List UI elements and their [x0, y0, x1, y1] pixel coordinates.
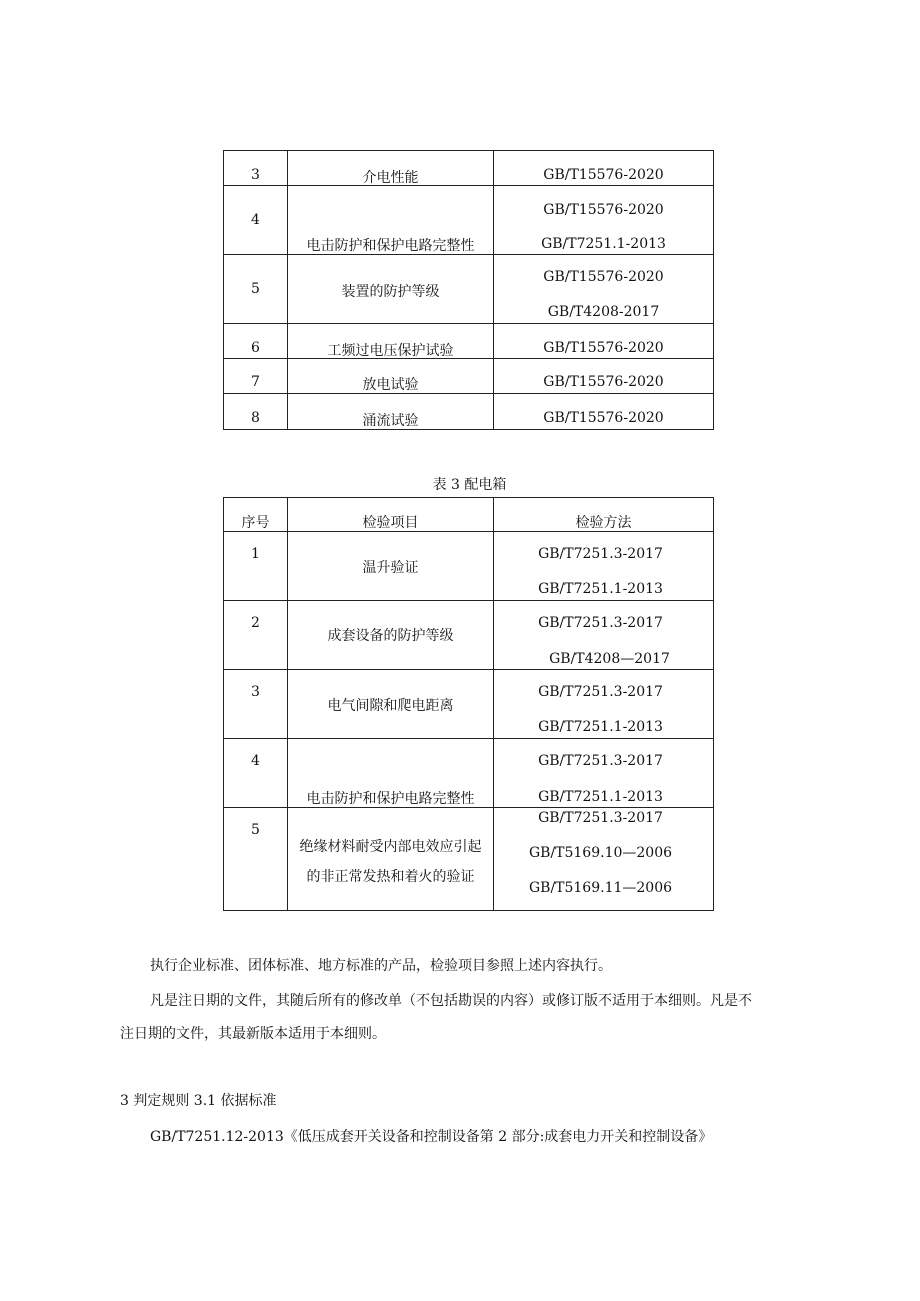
row-number: 5: [251, 281, 260, 297]
row-number: 1: [251, 546, 260, 562]
test-item: 涌流试验: [362, 413, 419, 429]
row-number: 8: [251, 410, 260, 426]
test-method: GB/T5169.11—2006: [528, 880, 673, 896]
test-method: GB/T15576-2020: [543, 167, 664, 183]
test-item: 绝缘材料耐受内部电效应引起: [299, 839, 482, 855]
paragraph-scope: 执行企业标准、团体标准、地方标准的产品，检验项目参照上述内容执行。: [150, 958, 612, 974]
test-item: 电击防护和保护电路完整性: [306, 791, 475, 807]
test-method: GB/T5169.10—2006: [528, 845, 673, 861]
row-number: 3: [251, 167, 260, 183]
table-row: [224, 670, 714, 739]
table-row: [224, 359, 714, 394]
test-method: GB/T7251.1-2013: [541, 236, 666, 252]
table-row: [224, 255, 714, 324]
test-item: 电气间隙和爬电距离: [327, 698, 454, 714]
row-number: 2: [251, 615, 260, 631]
test-item: 成套设备的防护等级: [327, 628, 454, 644]
test-item: 工频过电压保护试验: [327, 343, 454, 359]
test-method: GB/T7251.1-2013: [538, 581, 663, 597]
test-method: GB/T7251.1-2013: [538, 789, 663, 805]
test-method: GB/T15576-2020: [543, 202, 664, 218]
section-heading: 3 判定规则 3.1 依据标准: [120, 1093, 277, 1109]
test-method: GB/T7251.1-2013: [538, 719, 663, 735]
test-method: GB/T7251.3-2017: [538, 615, 663, 631]
table-row: [224, 186, 714, 255]
row-number: 5: [251, 822, 260, 838]
test-method: GB/T15576-2020: [543, 410, 664, 426]
test-method: GB/T4208—2017: [549, 651, 670, 667]
paragraph-dated-references-line-1: 凡是注日期的文件，其随后所有的修改单（不包括勘误的内容）或修订版不适用于本细则。凡是不: [150, 993, 752, 1009]
header-number: 序号: [241, 515, 270, 531]
table-row: [224, 151, 714, 186]
table-row: [224, 324, 714, 359]
standard-reference: GB/T7251.12-2013《低压成套开关设备和控制设备第 2 部分:成套电力开关和控制设备》: [150, 1129, 713, 1145]
test-method: GB/T15576-2020: [543, 340, 664, 356]
test-method: GB/T15576-2020: [543, 374, 664, 390]
row-number: 4: [251, 212, 260, 228]
table-row: [224, 601, 714, 670]
header-method: 检验方法: [575, 515, 632, 531]
row-number: 3: [251, 684, 260, 700]
test-method: GB/T7251.3-2017: [538, 684, 663, 700]
test-method: GB/T4208-2017: [547, 304, 660, 320]
table-header-row: [224, 498, 714, 532]
test-method: GB/T7251.3-2017: [538, 810, 663, 826]
test-method: GB/T7251.3-2017: [538, 753, 663, 769]
table-2-continued: [223, 150, 714, 430]
table-row: [224, 394, 714, 430]
test-method: GB/T7251.3-2017: [538, 546, 663, 562]
row-number: 6: [251, 340, 260, 356]
test-item: 装置的防护等级: [341, 284, 440, 300]
test-item: 介电性能: [362, 170, 419, 186]
test-method: GB/T15576-2020: [543, 269, 664, 285]
test-item: 放电试验: [362, 377, 419, 393]
table-row: [224, 808, 714, 911]
paragraph-dated-references-line-2: 注日期的文件，其最新版本适用于本细则。: [120, 1026, 386, 1042]
test-item: 的非正常发热和着火的验证: [306, 869, 475, 885]
table-3-distribution-box: [223, 497, 714, 911]
header-item: 检验项目: [362, 515, 419, 531]
test-item: 电击防护和保护电路完整性: [306, 238, 475, 254]
table-caption: 表 3 配电箱: [432, 477, 507, 493]
table-row: [224, 739, 714, 808]
table-row: [224, 532, 714, 601]
row-number: 7: [251, 374, 260, 390]
row-number: 4: [251, 753, 260, 769]
test-item: 温升验证: [362, 560, 419, 576]
